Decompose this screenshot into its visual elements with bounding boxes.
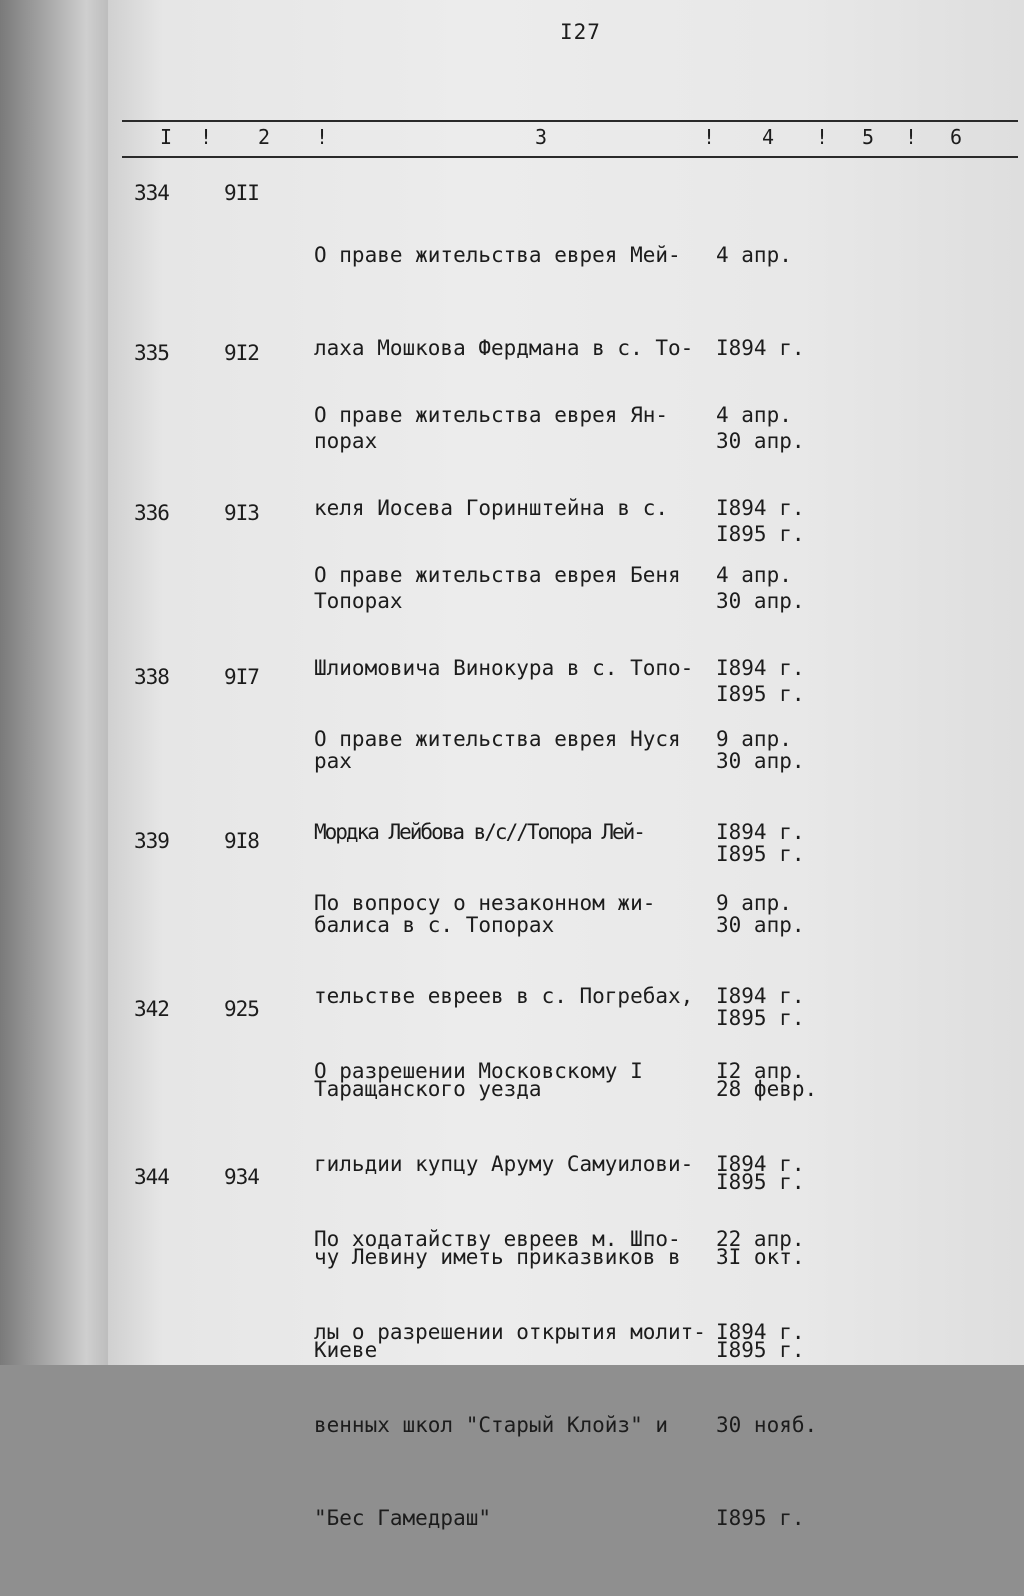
date-line: 30 апр. [716,429,805,453]
file-number: 9I3 [224,501,259,525]
column-header-3: 3 [535,125,548,149]
date-line: 4 апр. [716,563,792,587]
date-line: I895 г. [716,682,805,706]
column-header-2: 2 [258,125,271,149]
title-line: лаха Мошкова Фердмана в с. То- [314,336,694,360]
date-line: I894 г. [716,496,805,520]
file-number: 9II [224,181,259,205]
file-number: 9I2 [224,341,259,365]
date-line: I894 г. [716,1152,805,1176]
title-line: "Бес Гамедраш" [314,1506,492,1530]
title-line: келя Иосева Горинштейна в с. [314,496,669,520]
title-line: Киеве [314,1338,378,1362]
date-line: 30 апр. [716,589,805,613]
entry-number: 344 [134,1165,169,1189]
table-top-rule [122,120,1018,122]
date-line: I895 г. [716,522,805,546]
title-line: чу Левину иметь приказвиков в [314,1245,681,1269]
date-line: 22 апр. [716,1227,805,1251]
date-line: 4 апр. [716,243,792,267]
title-line: По вопросу о незаконном жи- [314,891,656,915]
entry-dates [716,1162,817,1596]
entry-number: 339 [134,829,169,853]
entry-title [314,1162,714,1596]
entry-number: 338 [134,665,169,689]
title-line: О праве жительства еврея Нуся [314,727,681,751]
page-number: I27 [560,20,601,44]
title-line-with-strikeout: Мордка Лейбова в/с//Топора Лей- [314,820,644,844]
file-number: 9I7 [224,665,259,689]
title-line: О праве жительства еврея Беня [314,563,681,587]
date-line: I895 г. [716,1170,805,1194]
column-header-1: I [160,125,173,149]
title-line: О праве жительства еврея Ян- [314,403,669,427]
column-separator: ! [200,125,213,149]
date-line: 4 апр. [716,403,792,427]
title-line: По ходатайству евреев м. Шпо- [314,1227,681,1251]
date-line: 3I окт. [716,1245,805,1269]
date-line: I895 г. [716,842,805,866]
title-line: гильдии купцу Аруму Самуилови- [314,1152,694,1176]
column-separator: ! [816,125,829,149]
title-line: балиса в с. Топорах [314,913,555,937]
date-line: I895 г. [716,1006,805,1030]
table-header-rule [122,156,1018,158]
title-line: рах [314,749,352,773]
entry-number: 336 [134,501,169,525]
date-line: I894 г. [716,820,805,844]
column-separator: ! [316,125,329,149]
date-line: 30 нояб. [716,1413,818,1437]
title-line: О праве жительства еврея Мей- [314,243,681,267]
title-line: Шлиомовича Винокура в с. Топо- [314,656,694,680]
date-line: 30 апр. [716,913,805,937]
column-header-4: 4 [762,125,775,149]
entry-number: 334 [134,181,169,205]
date-line: I895 г. [716,1338,805,1362]
title-line: Топорах [314,589,403,613]
title-line: Таращанского уезда [314,1077,542,1101]
date-line: I895 г. [716,1506,805,1530]
file-number: 934 [224,1165,259,1189]
entry-number: 342 [134,997,169,1021]
date-line: 9 апр. [716,727,792,751]
date-line: I894 г. [716,1320,805,1344]
column-separator: ! [905,125,918,149]
date-line: 9 апр. [716,891,792,915]
file-number: 925 [224,997,259,1021]
column-separator: ! [703,125,716,149]
title-line: порах [314,429,378,453]
column-header-6: 6 [950,125,963,149]
date-line: I894 г. [716,336,805,360]
date-line: 30 апр. [716,749,805,773]
page-binding-shadow [0,0,108,1365]
file-number: 9I8 [224,829,259,853]
date-line: I894 г. [716,984,805,1008]
title-line: тельстве евреев в с. Погребах, [314,984,694,1008]
title-line: О разрешении Московскому I [314,1059,643,1083]
title-line: венных школ "Старый Клойз" и [314,1413,669,1437]
date-line: I2 апр. [716,1059,805,1083]
entry-number: 335 [134,341,169,365]
date-line: I894 г. [716,656,805,680]
date-line: 28 февр. [716,1077,818,1101]
column-header-5: 5 [862,125,875,149]
title-line: лы о разрешении открытия молит- [314,1320,706,1344]
